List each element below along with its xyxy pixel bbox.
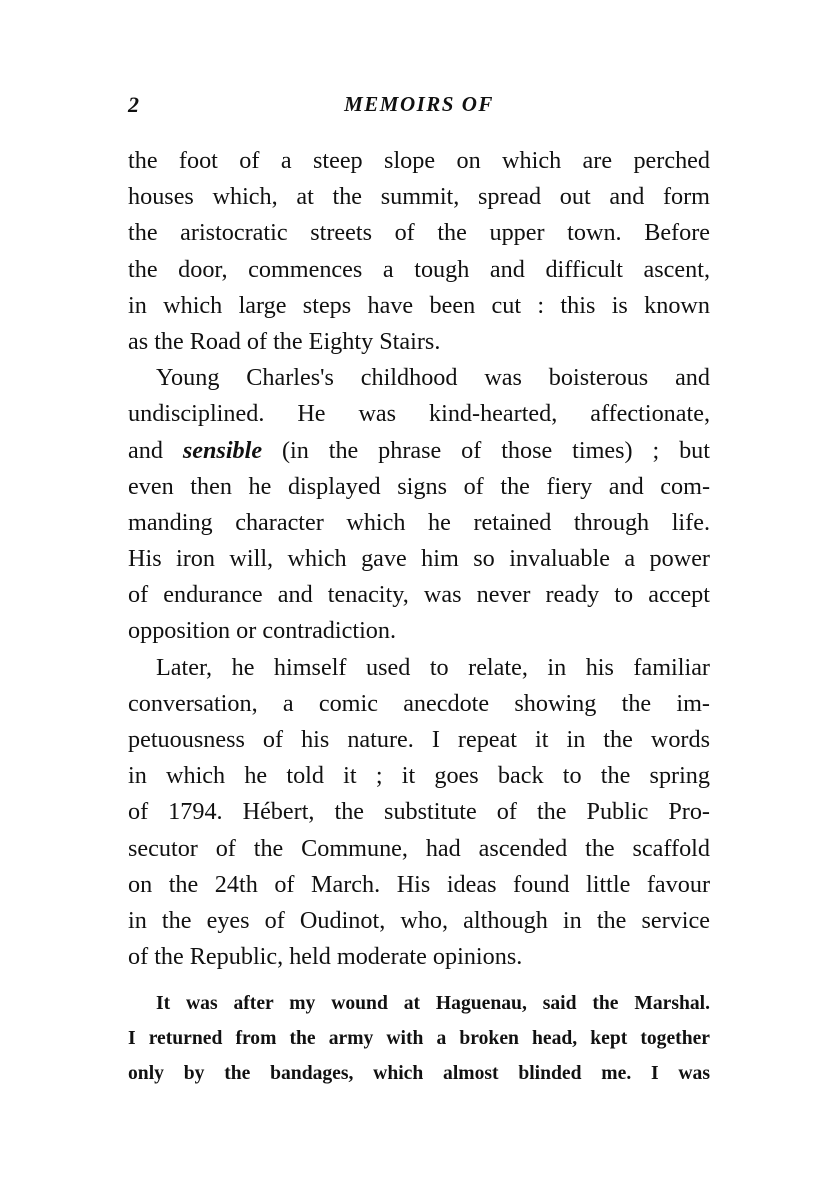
extract-line: It was after my wound at Haguenau, said the Marshal. (156, 993, 710, 1014)
text-line: petuousness of his nature. I repeat it in the words (128, 726, 710, 753)
text-line: of endurance and tenacity, was never ready to accept (128, 581, 710, 609)
italic-word: sensible (182, 436, 263, 464)
text-line: the door, commences a tough and difficult ascent, (128, 255, 710, 283)
text-line: on the 24th of March. His ideas found little favour (128, 870, 710, 898)
extract-line: only by the bandages, which almost blinded me. I was (128, 1063, 710, 1084)
text-line: secutor of the Commune, had ascended the scaffold (128, 834, 710, 862)
text-line: in the eyes of Oudinot, who, although in the service (128, 906, 710, 934)
body-text (128, 143, 710, 975)
text-line: undisciplined. He was kind-hearted, affectionate, (128, 400, 710, 428)
text-line: in which large steps have been cut : this is known (128, 291, 710, 319)
page-number: 2 (128, 92, 139, 117)
text-segment: (in the phrase of those times) ; but (262, 436, 710, 464)
running-title: MEMOIRS OF (344, 92, 494, 116)
text-line: His iron will, which gave him so invaluable a power (128, 545, 710, 573)
text-line-with-italic (128, 433, 710, 469)
text-line: of the Republic, held moderate opinions. (128, 943, 523, 971)
quoted-extract (128, 986, 710, 1091)
text-line: Young Charles's childhood was boisterous and (156, 364, 710, 392)
text-line: opposition or contradiction. (128, 617, 397, 645)
text-line: of 1794. Hébert, the substitute of the Public Pro- (128, 798, 710, 826)
text-segment: and (128, 436, 183, 464)
text-line: the foot of a steep slope on which are perched (128, 147, 710, 174)
text-line: the aristocratic streets of the upper town. Before (128, 219, 710, 247)
extract-line: I returned from the army with a broken head, kept together (128, 1028, 710, 1049)
running-head (128, 92, 710, 122)
text-line: manding character which he retained through life. (128, 508, 710, 536)
text-line: Later, he himself used to relate, in his familiar (156, 653, 710, 681)
text-line: as the Road of the Eighty Stairs. (128, 327, 441, 355)
text-line: conversation, a comic anecdote showing the im- (128, 689, 710, 717)
text-line: even then he displayed signs of the fiery and com- (128, 472, 710, 500)
text-line: houses which, at the summit, spread out and form (128, 183, 710, 211)
text-line: in which he told it ; it goes back to the spring (128, 762, 710, 790)
